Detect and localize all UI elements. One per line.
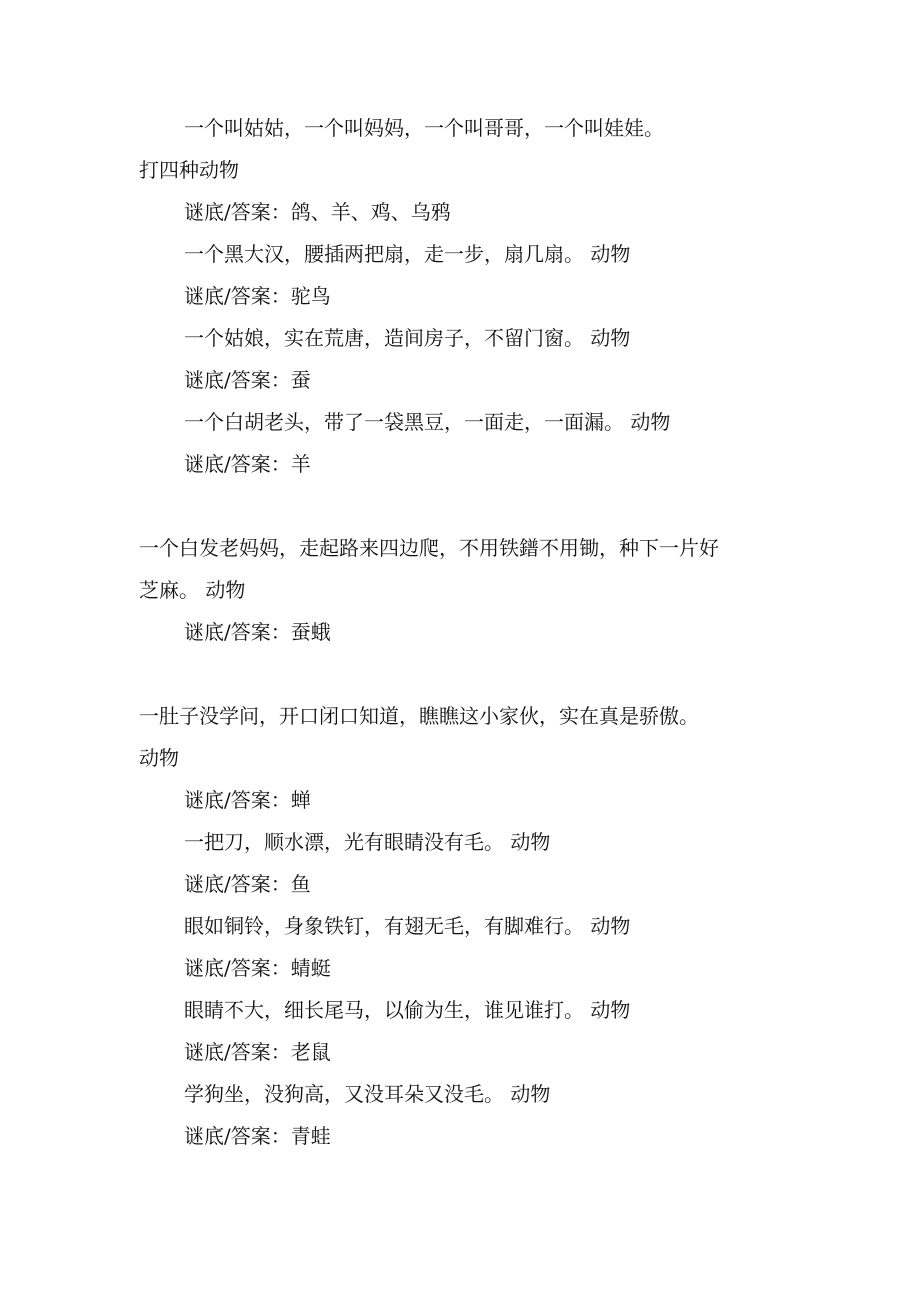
riddle-text-continued: 芝麻。 动物 — [139, 578, 246, 602]
riddle-answer: 谜底/答案：蚕 — [184, 368, 311, 392]
riddle-text: 眼如铜铃，身象铁钉，有翅无毛，有脚难行。 动物 — [184, 914, 631, 938]
riddle-answer: 谜底/答案：青蛙 — [184, 1124, 331, 1148]
riddle-answer: 谜底/答案：蜻蜓 — [184, 956, 331, 980]
riddle-text: 眼睛不大，细长尾马，以偷为生，谁见谁打。 动物 — [184, 998, 631, 1022]
riddle-answer: 谜底/答案：蚕蛾 — [184, 620, 331, 644]
riddle-answer: 谜底/答案：羊 — [184, 452, 311, 476]
riddle-answer: 谜底/答案：老鼠 — [184, 1040, 331, 1064]
riddle-answer: 谜底/答案：蝉 — [184, 788, 311, 812]
riddle-text: 一把刀，顺水漂，光有眼睛没有毛。 动物 — [184, 830, 551, 854]
riddle-text: 学狗坐，没狗高，又没耳朵又没毛。 动物 — [184, 1082, 551, 1106]
riddle-text: 一个叫姑姑，一个叫妈妈，一个叫哥哥，一个叫娃娃。 — [184, 116, 664, 140]
riddle-text: 一个姑娘，实在荒唐，造间房子，不留门窗。 动物 — [184, 326, 631, 350]
riddle-category: 打四种动物 — [139, 158, 239, 182]
riddle-text: 一个白胡老头，带了一袋黑豆，一面走，一面漏。 动物 — [184, 410, 671, 434]
riddle-text: 一个白发老妈妈，走起路来四边爬，不用铁鐠不用锄，种下一片好 — [139, 536, 719, 560]
riddle-text-continued: 动物 — [139, 746, 179, 770]
riddle-text: 一个黑大汉，腰插两把扇，走一步，扇几扇。 动物 — [184, 242, 631, 266]
riddle-answer: 谜底/答案：鱼 — [184, 872, 311, 896]
riddle-answer: 谜底/答案：驼鸟 — [184, 284, 331, 308]
riddle-text: 一肚子没学问，开口闭口知道，瞧瞧这小家伙，实在真是骄傲。 — [139, 704, 699, 728]
riddle-answer: 谜底/答案：鸽、羊、鸡、乌鸦 — [184, 200, 451, 224]
